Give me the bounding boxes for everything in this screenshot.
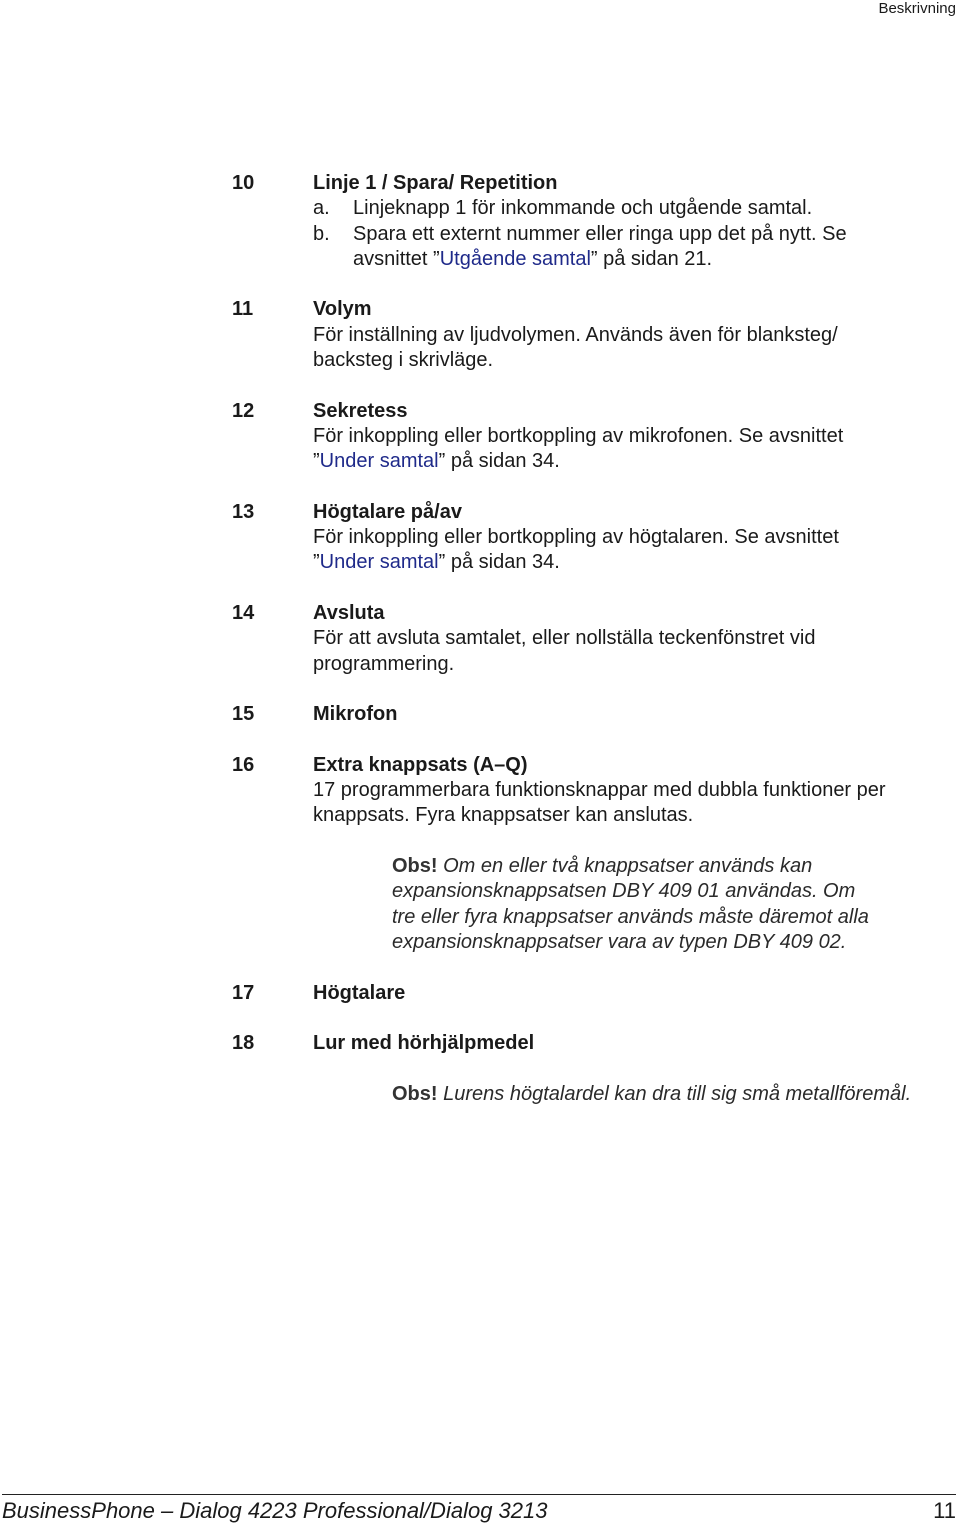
sub-item-letter: b. xyxy=(313,222,330,245)
item-description: För att avsluta samtalet, eller nollställa teckenfönstret vid xyxy=(313,627,816,650)
running-head: Beskrivning xyxy=(878,0,956,17)
item-number: 15 xyxy=(232,703,255,726)
item-title: Linje 1 / Spara/ Repetition xyxy=(313,172,558,194)
section-link-under-samtal[interactable]: Under samtal xyxy=(319,450,439,473)
note-text: expansionsknappsatser vara av typen DBY 409 02. xyxy=(392,930,847,953)
item-number: 14 xyxy=(232,602,255,625)
item-10 xyxy=(232,171,952,272)
item-description: backsteg i skrivläge. xyxy=(313,349,494,372)
section-link-under-samtal[interactable]: Under samtal xyxy=(319,551,439,574)
note-label: Obs! xyxy=(392,1082,438,1105)
sub-item-letter: a. xyxy=(313,197,330,220)
reference-prefix: ” xyxy=(313,551,320,574)
sub-item-reference xyxy=(353,247,952,272)
item-12 xyxy=(232,399,952,475)
item-15 xyxy=(232,702,952,727)
item-title: Mikrofon xyxy=(313,703,398,726)
note-text: Om en eller två knappsatser används kan xyxy=(443,855,813,878)
item-18 xyxy=(232,1031,952,1056)
item-description: knappsats. Fyra knappsatser kan anslutas. xyxy=(313,804,694,827)
item-17 xyxy=(232,981,952,1006)
footer-title: BusinessPhone – Dialog 4223 Professional/Dialog 3213 xyxy=(2,1498,548,1523)
note-text: Lurens högtalardel kan dra till sig små metallföremål. xyxy=(443,1082,912,1105)
item-title: Lur med hörhjälpmedel xyxy=(313,1032,535,1055)
page-number: 11 xyxy=(933,1498,956,1523)
item-title: Extra knappsats (A–Q) xyxy=(313,753,528,776)
item-title: Högtalare på/av xyxy=(313,500,462,523)
note-text: expansionsknappsatsen DBY 409 01 användas. Om xyxy=(392,880,856,903)
item-14 xyxy=(232,601,952,677)
section-link-utgaende-samtal[interactable]: Utgående samtal xyxy=(439,247,591,270)
item-16 xyxy=(232,753,952,829)
note-keypads xyxy=(232,854,952,955)
item-number: 13 xyxy=(232,500,255,523)
item-description: För inställning av ljudvolymen. Används även för blanksteg/ xyxy=(313,323,838,346)
reference-prefix: avsnittet ” xyxy=(353,247,440,270)
item-reference xyxy=(313,449,952,474)
item-number: 18 xyxy=(232,1032,255,1055)
item-title: Avsluta xyxy=(313,602,385,625)
page-footer xyxy=(2,1494,956,1527)
reference-suffix: ” på sidan 21. xyxy=(590,247,713,270)
reference-suffix: ” på sidan 34. xyxy=(438,450,560,473)
item-number: 17 xyxy=(232,981,255,1004)
item-description: För inkoppling eller bortkoppling av högtalaren. Se avsnittet xyxy=(313,526,839,549)
sub-item-b xyxy=(313,222,952,273)
note-text: tre eller fyra knappsatser används måste däremot alla xyxy=(392,905,869,928)
item-description: 17 programmerbara funktionsknappar med dubbla funktioner per xyxy=(313,779,886,802)
item-11 xyxy=(232,297,952,373)
sub-item-text: Linjeknapp 1 för inkommande och utgående samtal. xyxy=(353,197,813,220)
item-title: Volym xyxy=(313,298,372,321)
item-number: 10 xyxy=(232,172,255,194)
item-13 xyxy=(232,500,952,576)
reference-suffix: ” på sidan 34. xyxy=(438,551,560,574)
item-number: 16 xyxy=(232,753,255,776)
item-number: 12 xyxy=(232,399,255,422)
item-number: 11 xyxy=(232,298,254,321)
sub-item-text: Spara ett externt nummer eller ringa upp det på nytt. Se xyxy=(353,222,847,245)
item-description: För inkoppling eller bortkoppling av mikrofonen. Se avsnittet xyxy=(313,424,844,447)
item-description: programmering. xyxy=(313,652,455,675)
reference-prefix: ” xyxy=(313,450,320,473)
item-reference xyxy=(313,550,952,575)
sub-item-a xyxy=(313,196,952,221)
note-handset xyxy=(232,1082,960,1107)
item-title: Högtalare xyxy=(313,981,406,1004)
item-title: Sekretess xyxy=(313,399,408,422)
key-descriptions xyxy=(232,171,952,1132)
note-label: Obs! xyxy=(392,855,438,878)
